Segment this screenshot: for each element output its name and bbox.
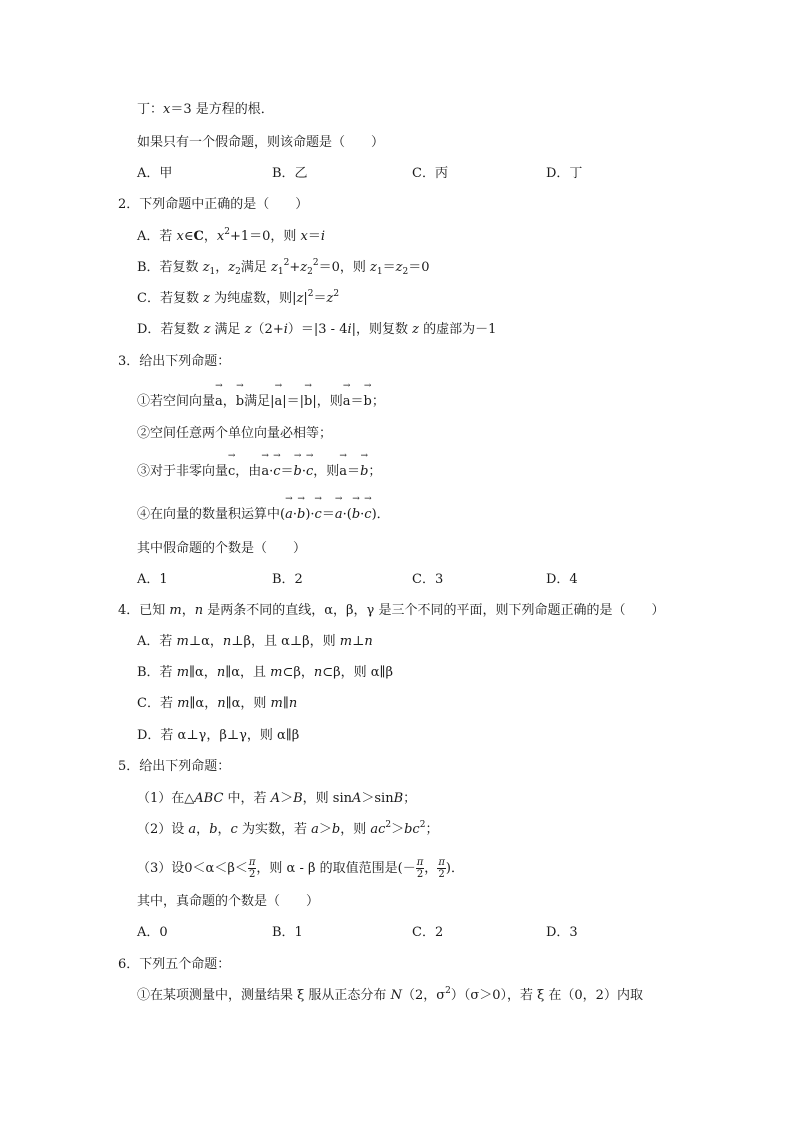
q2-stem: 2．下列命题中正确的是（ ） [118,197,309,212]
q3-statement-1: ①若空间向量→ a，→ b满足|→ a|＝|→ b|，则→ a＝→ b； [137,393,385,411]
q1-statement-ding: 丁：x＝3 是方程的根． [137,102,274,117]
q4-option-a: A．若 m⊥α，n⊥β，且 α⊥β，则 m⊥n [137,634,373,649]
q4-stem: 4．已知 m，n 是两条不同的直线，α，β，γ 是三个不同的平面，则下列命题正确的是（ ） [118,603,665,618]
q6-stem: 6．下列五个命题： [118,957,231,972]
q5-statement-2: （2）设 a，b，c 为实数，若 a＞b，则 $ac^2>bc^2$； [137,820,439,837]
q4-option-d: D．若 α⊥γ，β⊥γ，则 α∥β [137,728,300,743]
q2-option-d: D．若复数 z 满足 z（2+i）＝|3 - 4i|，则复数 z 的虚部为－1 [137,322,497,337]
q3-stem: 3．给出下列命题： [118,354,231,369]
q3-option-c: C．3 [412,572,444,587]
q1-option-a: A．甲 [137,166,173,181]
q3-statement-4: ④在向量的数量积运算中(→ a·→ b)·→ c＝→ a·(→ b·→ c)． [137,506,390,524]
q1-option-c: C．丙 [412,166,448,181]
q2-option-b: B．若复数 $z_1$，$z_2$满足 $z_1^2+z_2^2=0$，则 $z_1=z_2=0$ [137,258,430,277]
q1-prompt: 如果只有一个假命题，则该命题是（ ） [137,135,385,150]
q3-statement-3: ③对于非零向量→ c，由→ a·→ c＝→ b·→ c，则→ a＝→ b； [137,463,381,481]
q5-option-b: B．1 [272,925,303,940]
q5-option-c: C．2 [412,925,444,940]
q5-option-a: A．0 [137,925,168,940]
q5-statement-3: （3）设0＜α＜β＜ $\frac{\pi}{2}$ ，则 α - β 的取值范围是(－ $\frac{\pi}{2}$ ， $\frac{\pi}{2}$ )． [137,857,464,880]
q5-option-d: D．3 [546,925,578,940]
q5-stem: 5．给出下列命题： [118,759,231,774]
q2-option-a: A．若 x∈C，$x^2+1=0$，则 x＝i [137,227,326,244]
q3-option-b: B．2 [272,572,303,587]
q4-option-b: B．若 m∥α，n∥α，且 m⊂β，n⊂β，则 α∥β [137,665,394,680]
q3-option-d: D．4 [546,572,578,587]
q3-option-a: A．1 [137,572,168,587]
q4-option-c: C．若 m∥α，n∥α，则 m∥n [137,696,298,711]
q2-option-c: C．若复数 z 为纯虚数，则$|z|^2=z^2$ [137,289,340,306]
q6-statement-1: ①在某项测量中，测量结果 ξ 服从正态分布 N（2，$\sigma^2)(\sigma>0)$，若 ξ 在（0，2）内取 [137,986,643,1003]
q5-prompt: 其中，真命题的个数是（ ） [137,894,320,909]
q3-prompt: 其中假命题的个数是（ ） [137,541,307,556]
q1-option-b: B．乙 [272,166,308,181]
q5-statement-1: （1）在△ABC 中，若 A＞B，则 sinA＞sinB； [137,791,417,806]
q3-statement-2: ②空间任意两个单位向量必相等； [137,426,333,441]
q1-option-d: D．丁 [546,166,583,181]
